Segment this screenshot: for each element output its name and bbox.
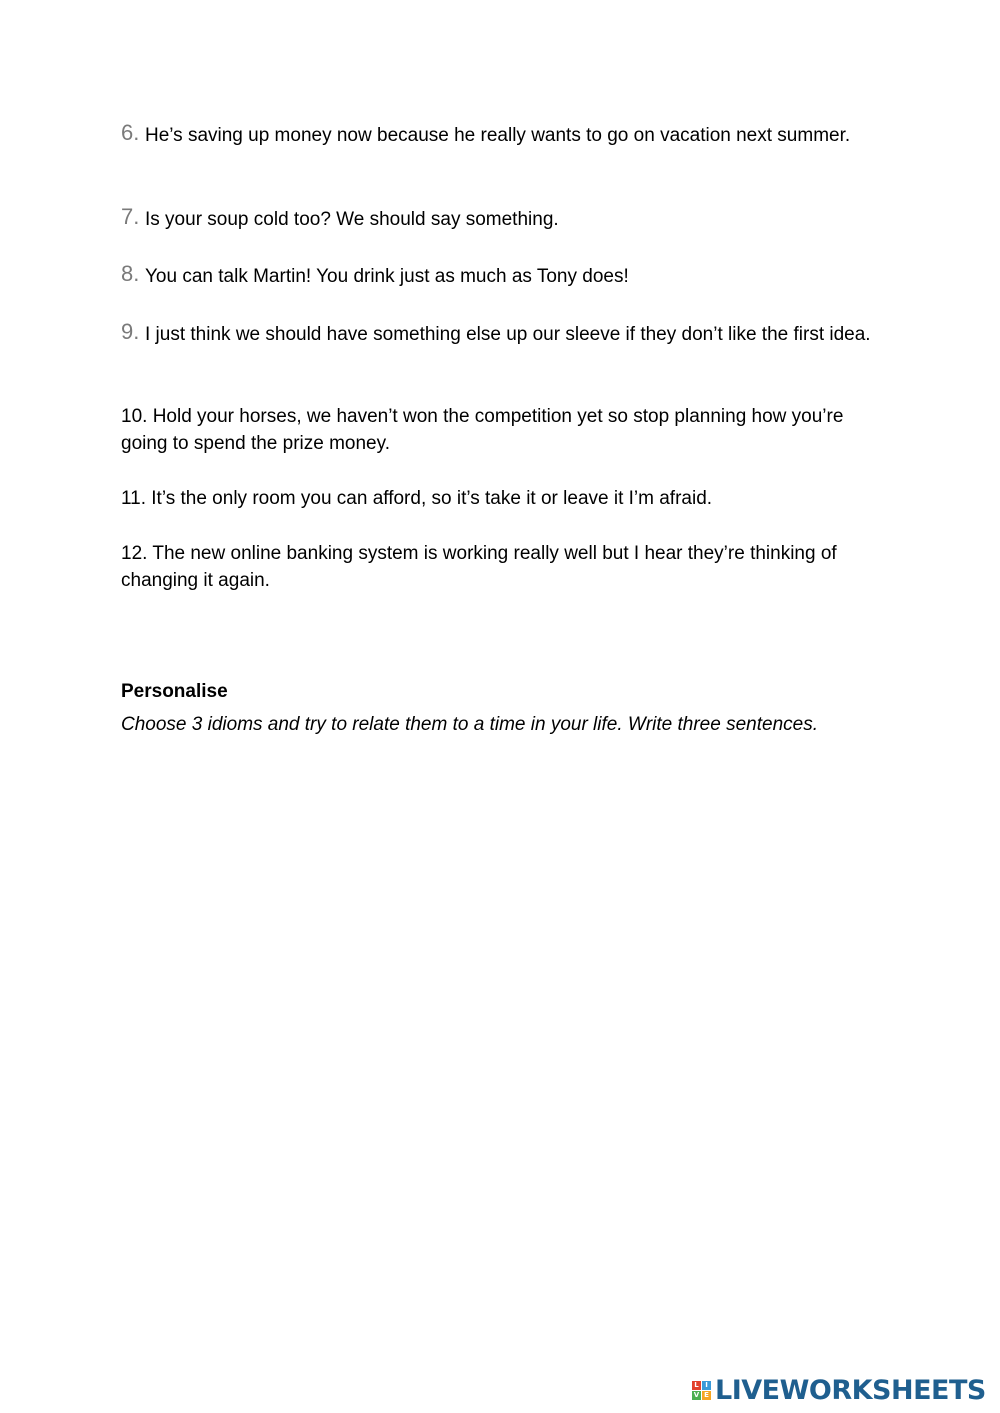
exercise-item-6 [121,122,881,149]
item-sentence: Is your soup cold too? We should say something. [145,209,559,230]
exercise-item-9 [121,321,881,348]
item-number: 7. [121,204,140,229]
exercise-item-12: 12. The new online banking system is working really well but I hear they’re thinking of changing it again. [121,543,837,591]
logo-mark-icon [692,1381,711,1400]
logo-mark-tile: E [702,1391,711,1400]
logo-mark-tile: V [693,1390,700,1399]
exercise-item-8 [121,263,881,290]
exercise-item-11: 11. It’s the only room you can afford, so it’s take it or leave it I’m afraid. [121,488,713,509]
item-sentence: You can talk Martin! You drink just as much as Tony does! [145,266,629,287]
logo-text: LIVEWORKSHEETS [715,1374,986,1406]
liveworksheets-logo [692,1374,986,1406]
personalise-instruction: Choose 3 idioms and try to relate them to a time in your life. Write three sentences. [121,714,818,735]
item-number: 9. [121,319,140,344]
exercise-item-7 [121,206,881,233]
item-number: 6. [121,120,140,145]
item-sentence: He’s saving up money now because he really wants to go on vacation next summer. [145,125,851,146]
item-sentence: I just think we should have something else up our sleeve if they don’t like the first idea. [145,324,871,345]
logo-mark-tile: L [692,1381,701,1390]
exercise-item-10: 10. Hold your horses, we haven’t won the competition yet so stop planning how you’re going to spend the prize money. [121,406,844,454]
logo-mark-tile: I [702,1381,711,1390]
item-number: 8. [121,261,140,286]
personalise-heading: Personalise [121,681,228,702]
